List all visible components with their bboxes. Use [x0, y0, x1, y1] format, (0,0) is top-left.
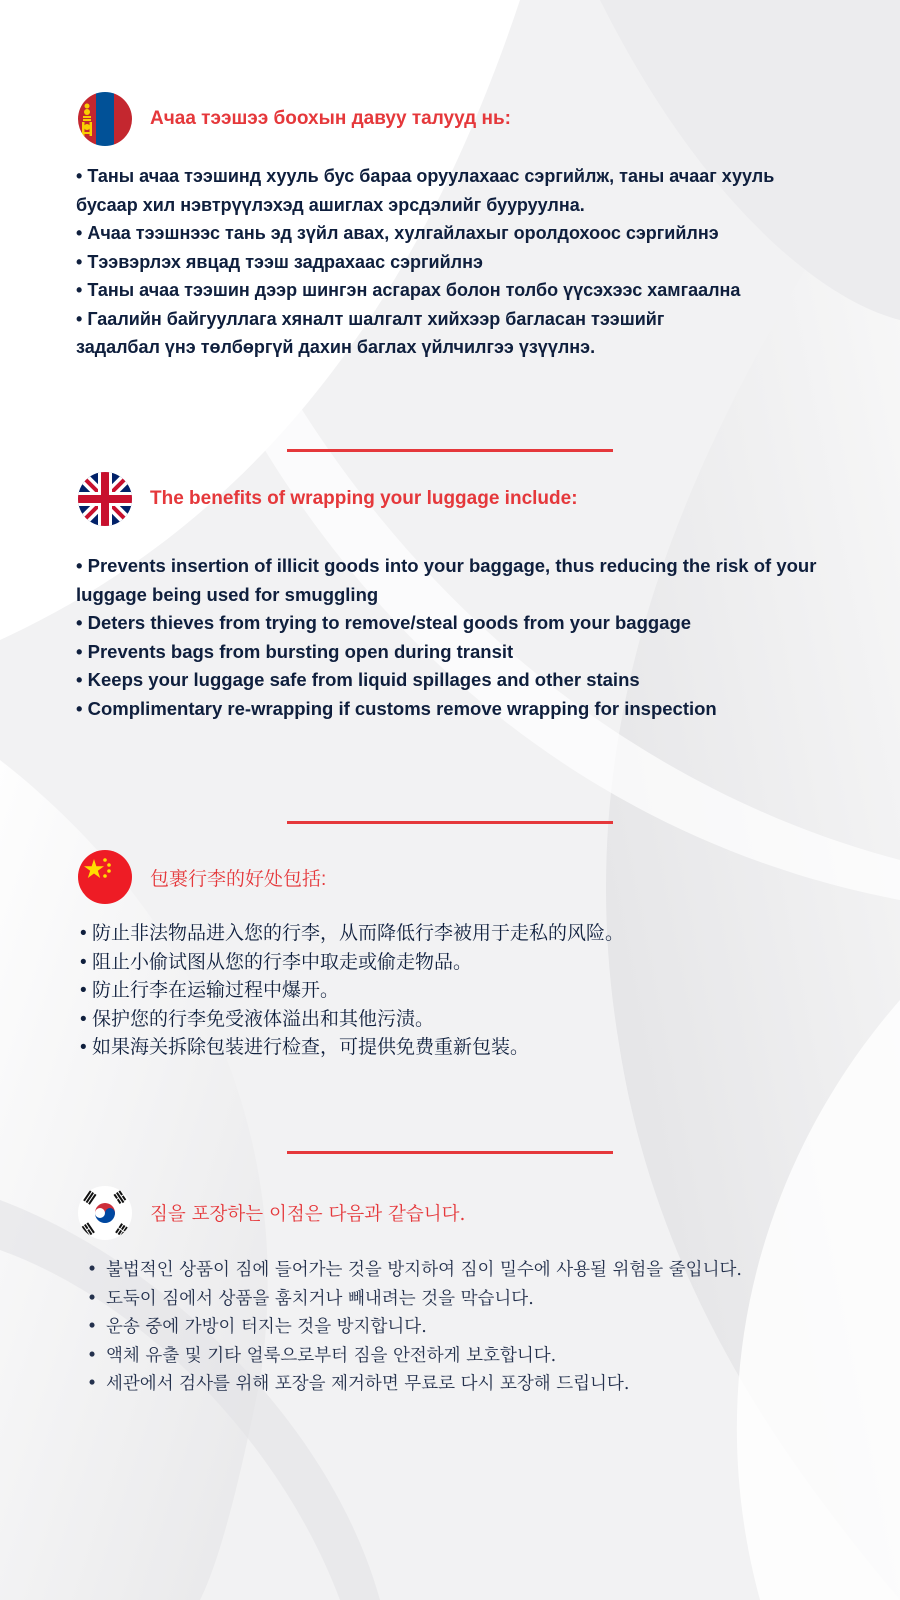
- list-item: [80, 949, 780, 978]
- bullet: •: [76, 308, 83, 329]
- mongolia-flag-icon: [78, 92, 132, 146]
- china-flag-icon: [78, 850, 132, 904]
- list-item: [76, 638, 826, 667]
- list-item: [78, 1313, 878, 1342]
- list-item-text: Гаалийн байгууллага хяналт шалгалт хийхээр багласан тээшийг задалбал үнэ төлбөргүй дахин баглах үйлчилгээ үзүүлнэ.: [76, 308, 665, 357]
- list-item: [76, 162, 836, 219]
- list-item: [80, 1006, 780, 1035]
- bullet: •: [80, 980, 87, 1001]
- list-item-text: Тээвэрлэх явцад тээш задрахаас сэргийлнэ: [87, 251, 483, 272]
- bullet: •: [86, 1317, 98, 1337]
- list-item-text: 세관에서 검사를 위해 포장을 제거하면 무료로 다시 포장해 드립니다.: [106, 1374, 630, 1394]
- south-korea-flag-icon: [78, 1186, 132, 1240]
- bullet: •: [76, 280, 83, 300]
- section-heading: 包裹行李的好处包括:: [150, 868, 327, 890]
- bullet: •: [76, 669, 83, 690]
- list-item-text: Таны ачаа тээшинд хууль бус бараа оруулахаас сэргийлж, таны ачааг хууль бусаар хил нэвтрүүлэхэд ашиглах эрсдэлийг бууруулна.: [76, 166, 775, 215]
- list-item-text: 阻止小偷试图从您的行李中取走或偷走物品。: [91, 951, 472, 973]
- list-item: [76, 666, 826, 695]
- list-item: [78, 1256, 878, 1285]
- list-item-text: 如果海关拆除包装进行检查，可提供免费重新包装。: [91, 1037, 529, 1058]
- list-item-text: Keeps your luggage safe from liquid spillages and other stains: [87, 669, 640, 690]
- list-item-text: 도둑이 짐에서 상품을 훔치거나 빼내려는 것을 막습니다.: [106, 1288, 534, 1309]
- section-divider: [287, 449, 613, 452]
- list-item: [76, 219, 836, 248]
- benefits-list: [76, 552, 826, 723]
- bullet: •: [76, 223, 83, 243]
- list-item-text: Prevents bags from bursting open during transit: [87, 640, 514, 662]
- list-item-text: Prevents insertion of illicit goods into your baggage, thus reducing the risk of your luggage being used for smuggling: [76, 555, 817, 605]
- list-item: [76, 305, 736, 362]
- list-item-text: 불법적인 상품이 짐에 들어가는 것을 방지하여 짐이 밀수에 사용될 위험을 줄입니다.: [106, 1260, 742, 1280]
- section-heading-row: [78, 92, 511, 146]
- list-item: [80, 1034, 780, 1063]
- list-item-text: Таны ачаа тээшин дээр шингэн асгарах болон толбо үүсэхээс хамгаална: [87, 280, 741, 300]
- section-heading-row: [78, 850, 326, 904]
- list-item: [76, 248, 836, 277]
- benefits-list: [76, 162, 836, 362]
- bullet: •: [86, 1374, 98, 1394]
- list-item-text: 액체 유출 및 기타 얼룩으로부터 짐을 안전하게 보호합니다.: [106, 1345, 557, 1366]
- section-heading: 짐을 포장하는 이점은 다음과 같습니다.: [150, 1204, 466, 1225]
- benefits-list: [80, 920, 780, 1063]
- list-item: [78, 1342, 878, 1371]
- bullet: •: [76, 251, 83, 272]
- bullet: •: [76, 166, 83, 186]
- section-heading-row: [78, 1186, 465, 1240]
- section-heading: The benefits of wrapping your luggage include:: [150, 488, 578, 509]
- bullet: •: [80, 1008, 87, 1030]
- list-item-text: Complimentary re-wrapping if customs remove wrapping for inspection: [87, 697, 717, 719]
- bullet: •: [76, 697, 83, 719]
- list-item: [76, 276, 836, 305]
- list-item: [76, 695, 826, 724]
- bullet: •: [86, 1288, 98, 1309]
- list-item-text: Deters thieves from trying to remove/steal goods from your baggage: [87, 612, 692, 633]
- bullet: •: [76, 612, 83, 633]
- benefits-list: [78, 1256, 878, 1399]
- uk-flag-icon: [78, 472, 132, 526]
- list-item: [80, 920, 780, 949]
- section-heading: Ачаа тээшээ боохын давуу талууд нь:: [150, 108, 511, 129]
- bullet: •: [86, 1260, 98, 1280]
- section-divider: [287, 821, 613, 824]
- section-divider: [287, 1151, 613, 1154]
- list-item-text: 保护您的行李免受液体溢出和其他污渍。: [91, 1008, 434, 1030]
- section-heading-row: [78, 472, 578, 526]
- bullet: •: [76, 640, 83, 662]
- list-item-text: 防止非法物品进入您的行李，从而降低行李被用于走私的风险。: [91, 923, 624, 944]
- bullet: •: [80, 923, 87, 944]
- bullet: •: [80, 951, 87, 973]
- list-item: [78, 1285, 878, 1314]
- bullet: •: [80, 1037, 87, 1058]
- bullet: •: [86, 1345, 98, 1366]
- list-item: [80, 977, 780, 1006]
- bullet: •: [76, 555, 83, 576]
- list-item: [78, 1370, 878, 1399]
- list-item-text: 운송 중에 가방이 터지는 것을 방지합니다.: [106, 1317, 427, 1337]
- list-item-text: Ачаа тээшнээс тань эд зүйл авах, хулгайлахыг оролдохоос сэргийлнэ: [87, 223, 719, 243]
- list-item: [76, 552, 826, 609]
- list-item: [76, 609, 826, 638]
- list-item-text: 防止行李在运输过程中爆开。: [91, 980, 339, 1001]
